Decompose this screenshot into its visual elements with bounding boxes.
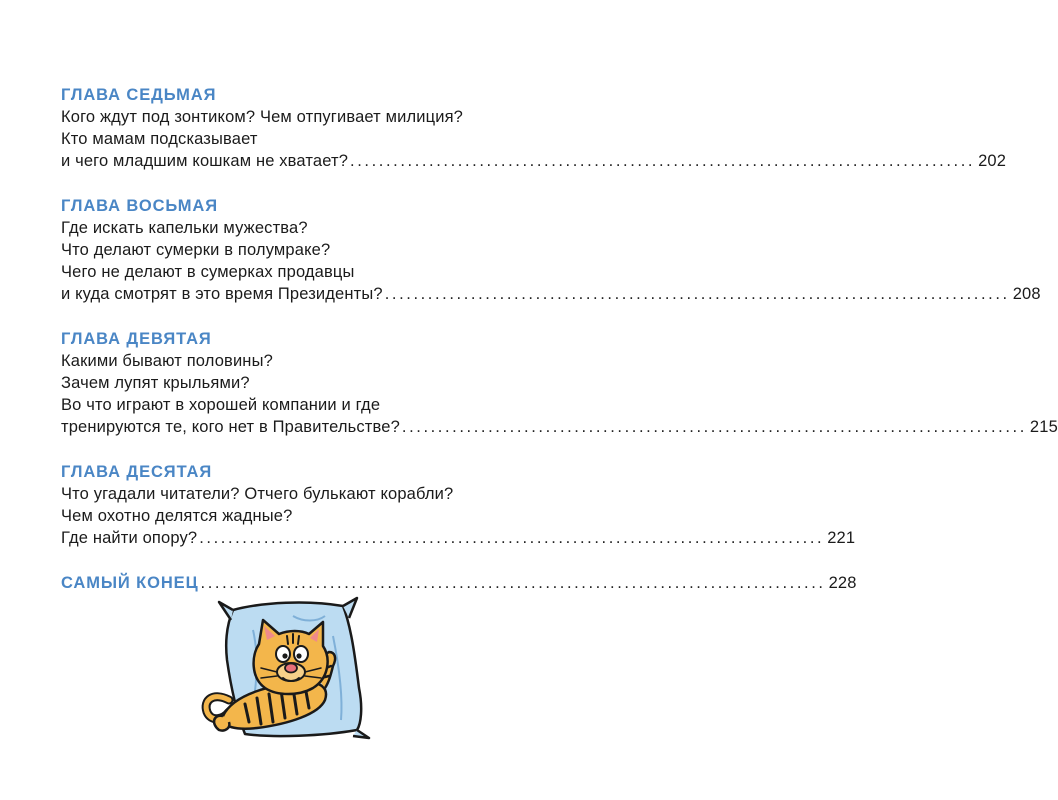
chapter-10 <box>61 461 856 549</box>
chapter-line: Что делают сумерки в полумраке? <box>61 241 331 259</box>
page-number: 221 <box>827 529 856 547</box>
chapter-title: ГЛАВА СЕДЬМАЯ <box>61 86 217 104</box>
cat-on-pillow-illustration <box>193 596 373 746</box>
page-number: 215 <box>1029 418 1058 436</box>
page-number: 202 <box>978 152 1007 170</box>
chapter-line: Кто мамам подсказывает <box>61 130 258 148</box>
chapter-entry <box>61 150 1007 172</box>
cat-nose <box>285 664 297 673</box>
cat-eye <box>294 646 308 662</box>
chapter-title: ГЛАВА ДЕВЯТАЯ <box>61 330 212 348</box>
cat-eye <box>276 646 290 662</box>
chapter-line: Чего не делают в сумерках продавцы <box>61 263 355 281</box>
chapter-entry <box>61 283 1041 305</box>
chapter-line: Зачем лупят крыльями? <box>61 374 250 392</box>
chapter-8 <box>61 195 1041 305</box>
chapter-line: и куда смотрят в это время Президенты? <box>61 285 383 303</box>
chapter-line: Чем охотно делятся жадные? <box>61 507 293 525</box>
chapter-line: Где найти опору? <box>61 529 198 547</box>
final-chapter <box>61 572 857 594</box>
cat-pupil <box>282 653 287 658</box>
final-entry <box>61 572 857 594</box>
chapter-7 <box>61 84 1007 172</box>
dot-leader: ....................................................................................... <box>199 529 825 547</box>
cat-illustration-svg <box>193 596 373 746</box>
dot-leader: ....................................................................................... <box>350 152 976 170</box>
chapter-line: Во что играют в хорошей компании и где <box>61 396 381 414</box>
chapter-line: Где искать капельки мужества? <box>61 219 308 237</box>
chapter-line: Что угадали читатели? Отчего булькают корабли? <box>61 485 454 503</box>
chapter-title: САМЫЙ КОНЕЦ <box>61 574 199 592</box>
chapter-line: и чего младшим кошкам не хватает? <box>61 152 349 170</box>
cat-head <box>254 620 328 694</box>
chapter-line: Какими бывают половины? <box>61 352 273 370</box>
chapter-line: тренируются те, кого нет в Правительстве? <box>61 418 400 436</box>
page-number: 208 <box>1012 285 1041 303</box>
dot-leader: ....................................................................................... <box>200 574 826 592</box>
chapter-line: Кого ждут под зонтиком? Чем отпугивает милиция? <box>61 108 464 126</box>
cat-pupil <box>296 653 301 658</box>
chapter-entry <box>61 416 1058 438</box>
page-number: 228 <box>828 574 857 592</box>
chapter-9 <box>61 328 1058 438</box>
chapter-title: ГЛАВА ВОСЬМАЯ <box>61 197 218 215</box>
dot-leader: ....................................................................................... <box>401 418 1027 436</box>
chapter-entry <box>61 527 856 549</box>
pillow-corner <box>219 602 233 620</box>
chapter-title: ГЛАВА ДЕСЯТАЯ <box>61 463 213 481</box>
table-of-contents <box>61 84 1058 617</box>
dot-leader: ....................................................................................... <box>384 285 1010 303</box>
